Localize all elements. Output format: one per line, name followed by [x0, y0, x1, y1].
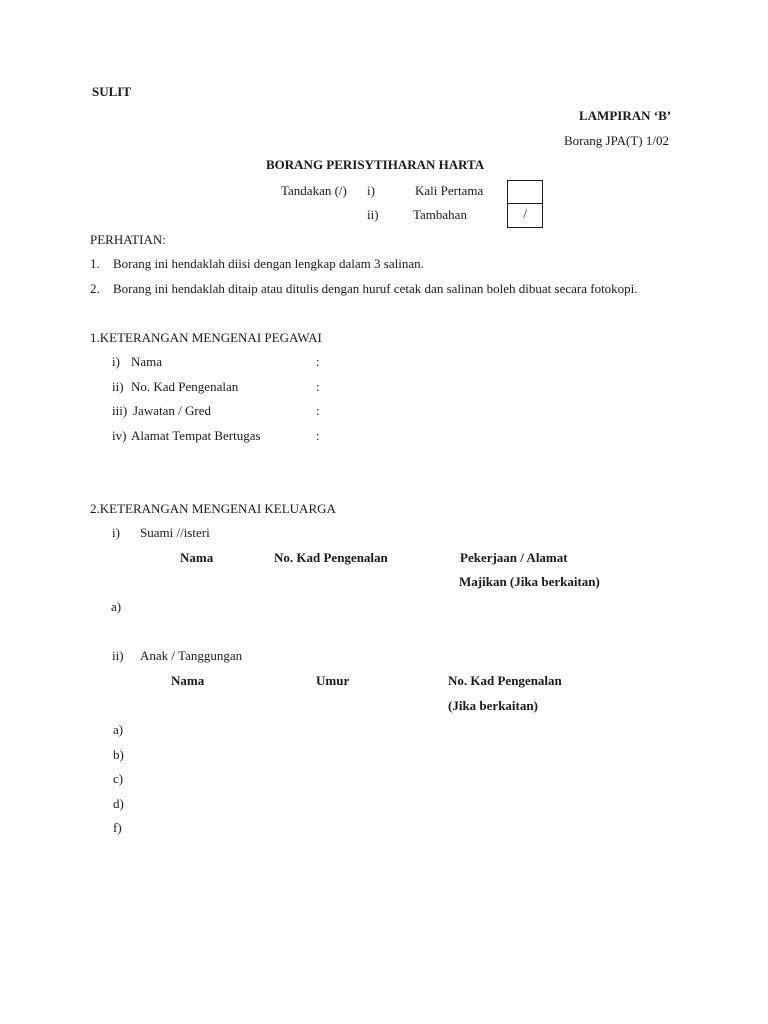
checkbox-kali-pertama[interactable]: [507, 180, 543, 204]
children-row-b: b): [113, 747, 124, 762]
field-nama-colon: :: [316, 354, 320, 369]
children-row-d: d): [113, 796, 124, 811]
perhatian-item-1-num: 1.: [90, 256, 100, 271]
perhatian-item-2-text: Borang ini hendaklah ditaip atau ditulis dengan huruf cetak dan salinan boleh dibuat secara fotokopi.: [113, 281, 638, 296]
field-jawatan-colon: :: [316, 403, 320, 418]
tandakan-label: Tandakan (/): [281, 183, 347, 198]
field-nama-label: Nama: [131, 354, 163, 369]
lampiran-label: LAMPIRAN ‘B’: [579, 108, 672, 123]
field-alamat-label: Alamat Tempat Bertugas: [131, 428, 261, 443]
spouse-num: i): [112, 525, 120, 540]
spouse-row-a: a): [111, 599, 122, 614]
option-first-label: Kali Pertama: [415, 183, 484, 198]
section2-heading: 2.KETERANGAN MENGENAI KELUARGA: [90, 501, 336, 516]
children-label: Anak / Tanggungan: [140, 648, 243, 663]
field-ic-num: ii): [112, 379, 124, 394]
form-code: Borang JPA(T) 1/02: [564, 133, 669, 148]
form-title: BORANG PERISYTIHARAN HARTA: [266, 157, 485, 172]
children-row-c: c): [113, 771, 124, 786]
children-col-ic-line1: No. Kad Pengenalan: [448, 673, 562, 688]
field-alamat-num: iv): [112, 428, 127, 443]
field-alamat-colon: :: [316, 428, 320, 443]
spouse-col-nama: Nama: [180, 550, 214, 565]
spouse-col-job-line2: Majikan (Jika berkaitan): [459, 574, 600, 589]
field-ic-colon: :: [316, 379, 320, 394]
children-row-a: a): [113, 722, 124, 737]
children-num: ii): [112, 648, 124, 663]
section1-heading: 1.KETERANGAN MENGENAI PEGAWAI: [90, 330, 322, 345]
perhatian-heading: PERHATIAN:: [90, 232, 166, 247]
spouse-col-ic: No. Kad Pengenalan: [274, 550, 388, 565]
field-jawatan-label: Jawatan / Gred: [133, 403, 211, 418]
perhatian-item-1-text: Borang ini hendaklah diisi dengan lengkap dalam 3 salinan.: [113, 256, 424, 271]
children-col-nama: Nama: [171, 673, 205, 688]
checkbox-tambahan[interactable]: /: [507, 203, 543, 228]
field-ic-label: No. Kad Pengenalan: [131, 379, 239, 394]
field-nama-num: i): [112, 354, 120, 369]
option-second-num: ii): [367, 207, 379, 222]
spouse-col-job-line1: Pekerjaan / Alamat: [460, 550, 568, 565]
field-jawatan-num: iii): [112, 403, 128, 418]
children-row-f: f): [113, 820, 122, 835]
children-col-ic-line2: (Jika berkaitan): [448, 698, 538, 713]
spouse-label: Suami //isteri: [140, 525, 210, 540]
option-second-label: Tambahan: [413, 207, 467, 222]
perhatian-item-2-num: 2.: [90, 281, 100, 296]
children-col-umur: Umur: [316, 673, 350, 688]
sulit-label: SULIT: [92, 84, 132, 99]
option-first-num: i): [367, 183, 375, 198]
